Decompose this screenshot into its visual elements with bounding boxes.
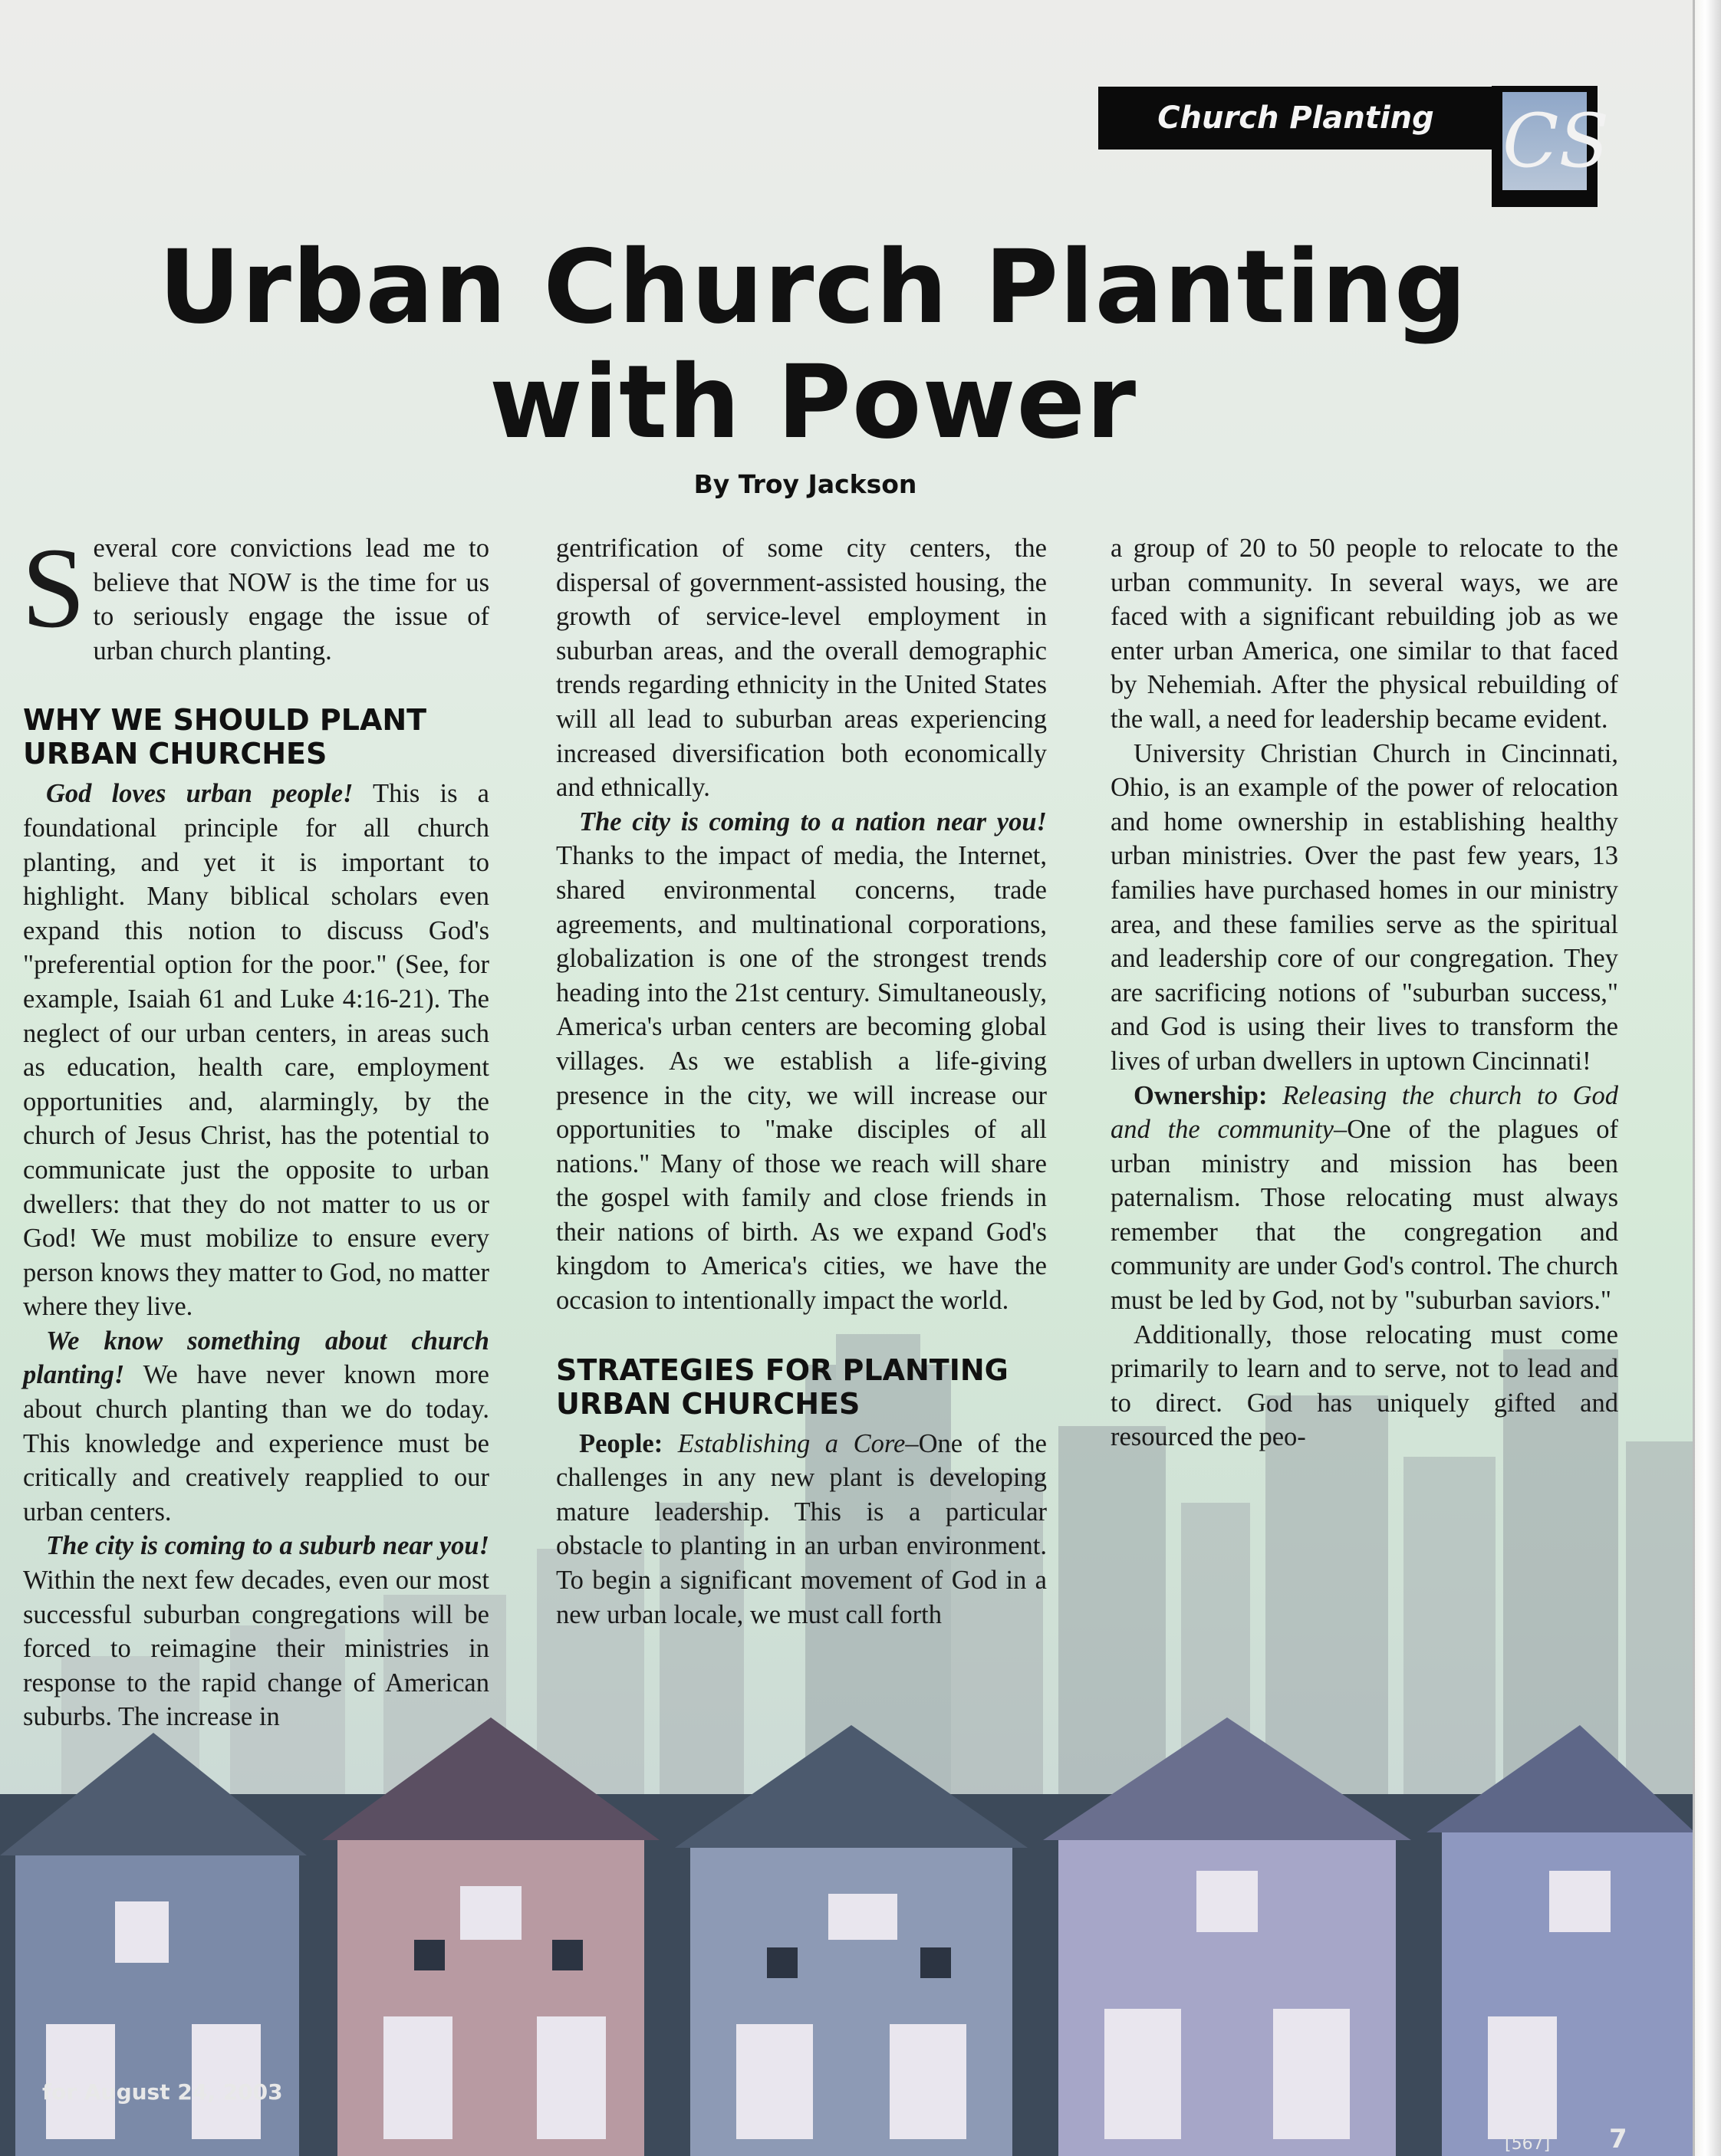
paragraph-text: –One of the plagues of urban ministry and mission has been paternalism. Those relocating must always remember that the congregation and community are under God's control. The church must be led by God, not by "suburban saviors." [1111, 1115, 1618, 1316]
paragraph-text: Thanks to the impact of media, the Internet, shared environmental concerns, trade agreements, and multinational corporations, globalization is one of the strongest trends heading into the 21st century. Simultaneously, America's urban centers are becoming global villages. As we establish a life-giving presence in the city, we will increase our opportunities to "make disciples of all nations." Many of those we reach will share the gospel with family and close friends in their nations of birth. As we expand God's kingdom to America's cities, we have the occasion to intentionally impact the world. [556, 841, 1047, 1316]
intro-text: everal core convictions lead me to believe that NOW is the time for us to seriously engage the issue of urban church planting. [93, 534, 489, 666]
paragraph [23, 1529, 489, 1734]
intro-paragraph [21, 524, 489, 668]
paragraph [556, 805, 1047, 1318]
paragraph [556, 1427, 1047, 1632]
paragraph: a group of 20 to 50 people to relocate to the urban community. In several ways, we are faced with a significant rebuilding job as we enter urban America, one similar to that faced by Nehemiah. After the physical rebuilding of the wall, a need for leadership became evident. [1111, 534, 1618, 734]
paragraph: Additionally, those relocating must come primarily to learn and to serve, not to lead and to direct. God has uniquely gifted and resourced the peo- [1111, 1320, 1618, 1452]
paragraph-lead: We know something about church planting! [23, 1326, 489, 1390]
column-2 [556, 531, 1047, 1632]
folio-number: [567] [1505, 2135, 1551, 2154]
column-3 [1111, 531, 1618, 1454]
paragraph: gentrification of some city centers, the dispersal of government-assisted housing, the growth of service-level employment in suburban areas, and the overall demographic trends regarding ethnicity in the United States will all lead to suburban areas experiencing increased diversification both economically and ethnically. [556, 534, 1047, 803]
article-title [123, 230, 1503, 460]
paragraph-text: This is a foundational principle for all church planting, and yet it is important to highlight. Many biblical scholars even expand this notion to discuss God's "preferential option for the poor." (See, for example, Isaiah 61 and Luke 4:16-21). The neglect of our urban centers, in areas such as education, health care, employment opportunities and, alarmingly, by the church of Jesus Christ, has the potential to communicate just the opposite to urban dwellers: that they do not matter to us or God! We must mobilize to ensure every person knows they matter to God, no matter where they live. [23, 779, 489, 1322]
paragraph-lead: Ownership: [1134, 1080, 1268, 1110]
paragraph-lead: People: [579, 1428, 663, 1458]
paragraph-lead: The city is coming to a suburb near you! [46, 1531, 489, 1561]
cs-logo-icon [1492, 86, 1610, 207]
drop-cap: S [21, 524, 86, 652]
byline: By Troy Jackson [693, 469, 917, 499]
article-title-line1: Urban Church Planting [158, 228, 1468, 347]
page-number: 7 [1609, 2124, 1627, 2154]
subhead-strategies: STRATEGIES FOR PLANTING URBAN CHURCHES [556, 1352, 1009, 1421]
article-title-line2: with Power [489, 343, 1137, 462]
paragraph-italic: Releasing the church to God and the community [1111, 1080, 1618, 1145]
paragraph-lead: The city is coming to a nation near you! [579, 807, 1047, 836]
paragraph-lead: God loves urban people! [46, 779, 354, 809]
paragraph-text: Within the next few decades, even our most successful suburban congregations will be forced to reimagine their ministries in response to the rapid change of American suburbs. The increase in [23, 1566, 489, 1732]
issue-date: for August 24, 2003 [42, 2079, 283, 2105]
cs-logo-mark: CS [1502, 92, 1587, 190]
paragraph-text: –One of the challenges in any new plant is developing mature leadership. This is a particular obstacle to planting in an urban environment. To begin a significant movement of God in a new urban locale, we must call forth [556, 1428, 1047, 1629]
paragraph: University Christian Church in Cincinnati, Ohio, is an example of the power of relocation and home ownership in establishing healthy urban ministries. Over the past few years, 13 families have purchased homes in our ministry area, and these families serve as the spiritual and leadership core of our congregation. They are sacrificing notions of "suburban success," and God is using their lives to transform the lives of urban dwellers in uptown Cincinnati! [1111, 738, 1618, 1076]
paragraph-italic: Establishing a Core [663, 1428, 906, 1458]
page-edge [1693, 0, 1721, 2156]
paragraph [23, 777, 489, 1324]
paragraph-text: We have never known more about church planting than we do today. This knowledge and experience must be critically and creatively reapplied to our urban centers. [23, 1360, 489, 1527]
section-tag: Church Planting [1098, 87, 1493, 150]
column-1 [21, 524, 489, 1734]
paragraph [1111, 1079, 1618, 1318]
subhead-why-plant: WHY WE SHOULD PLANT URBAN CHURCHES [23, 703, 427, 771]
paragraph [23, 1324, 489, 1530]
